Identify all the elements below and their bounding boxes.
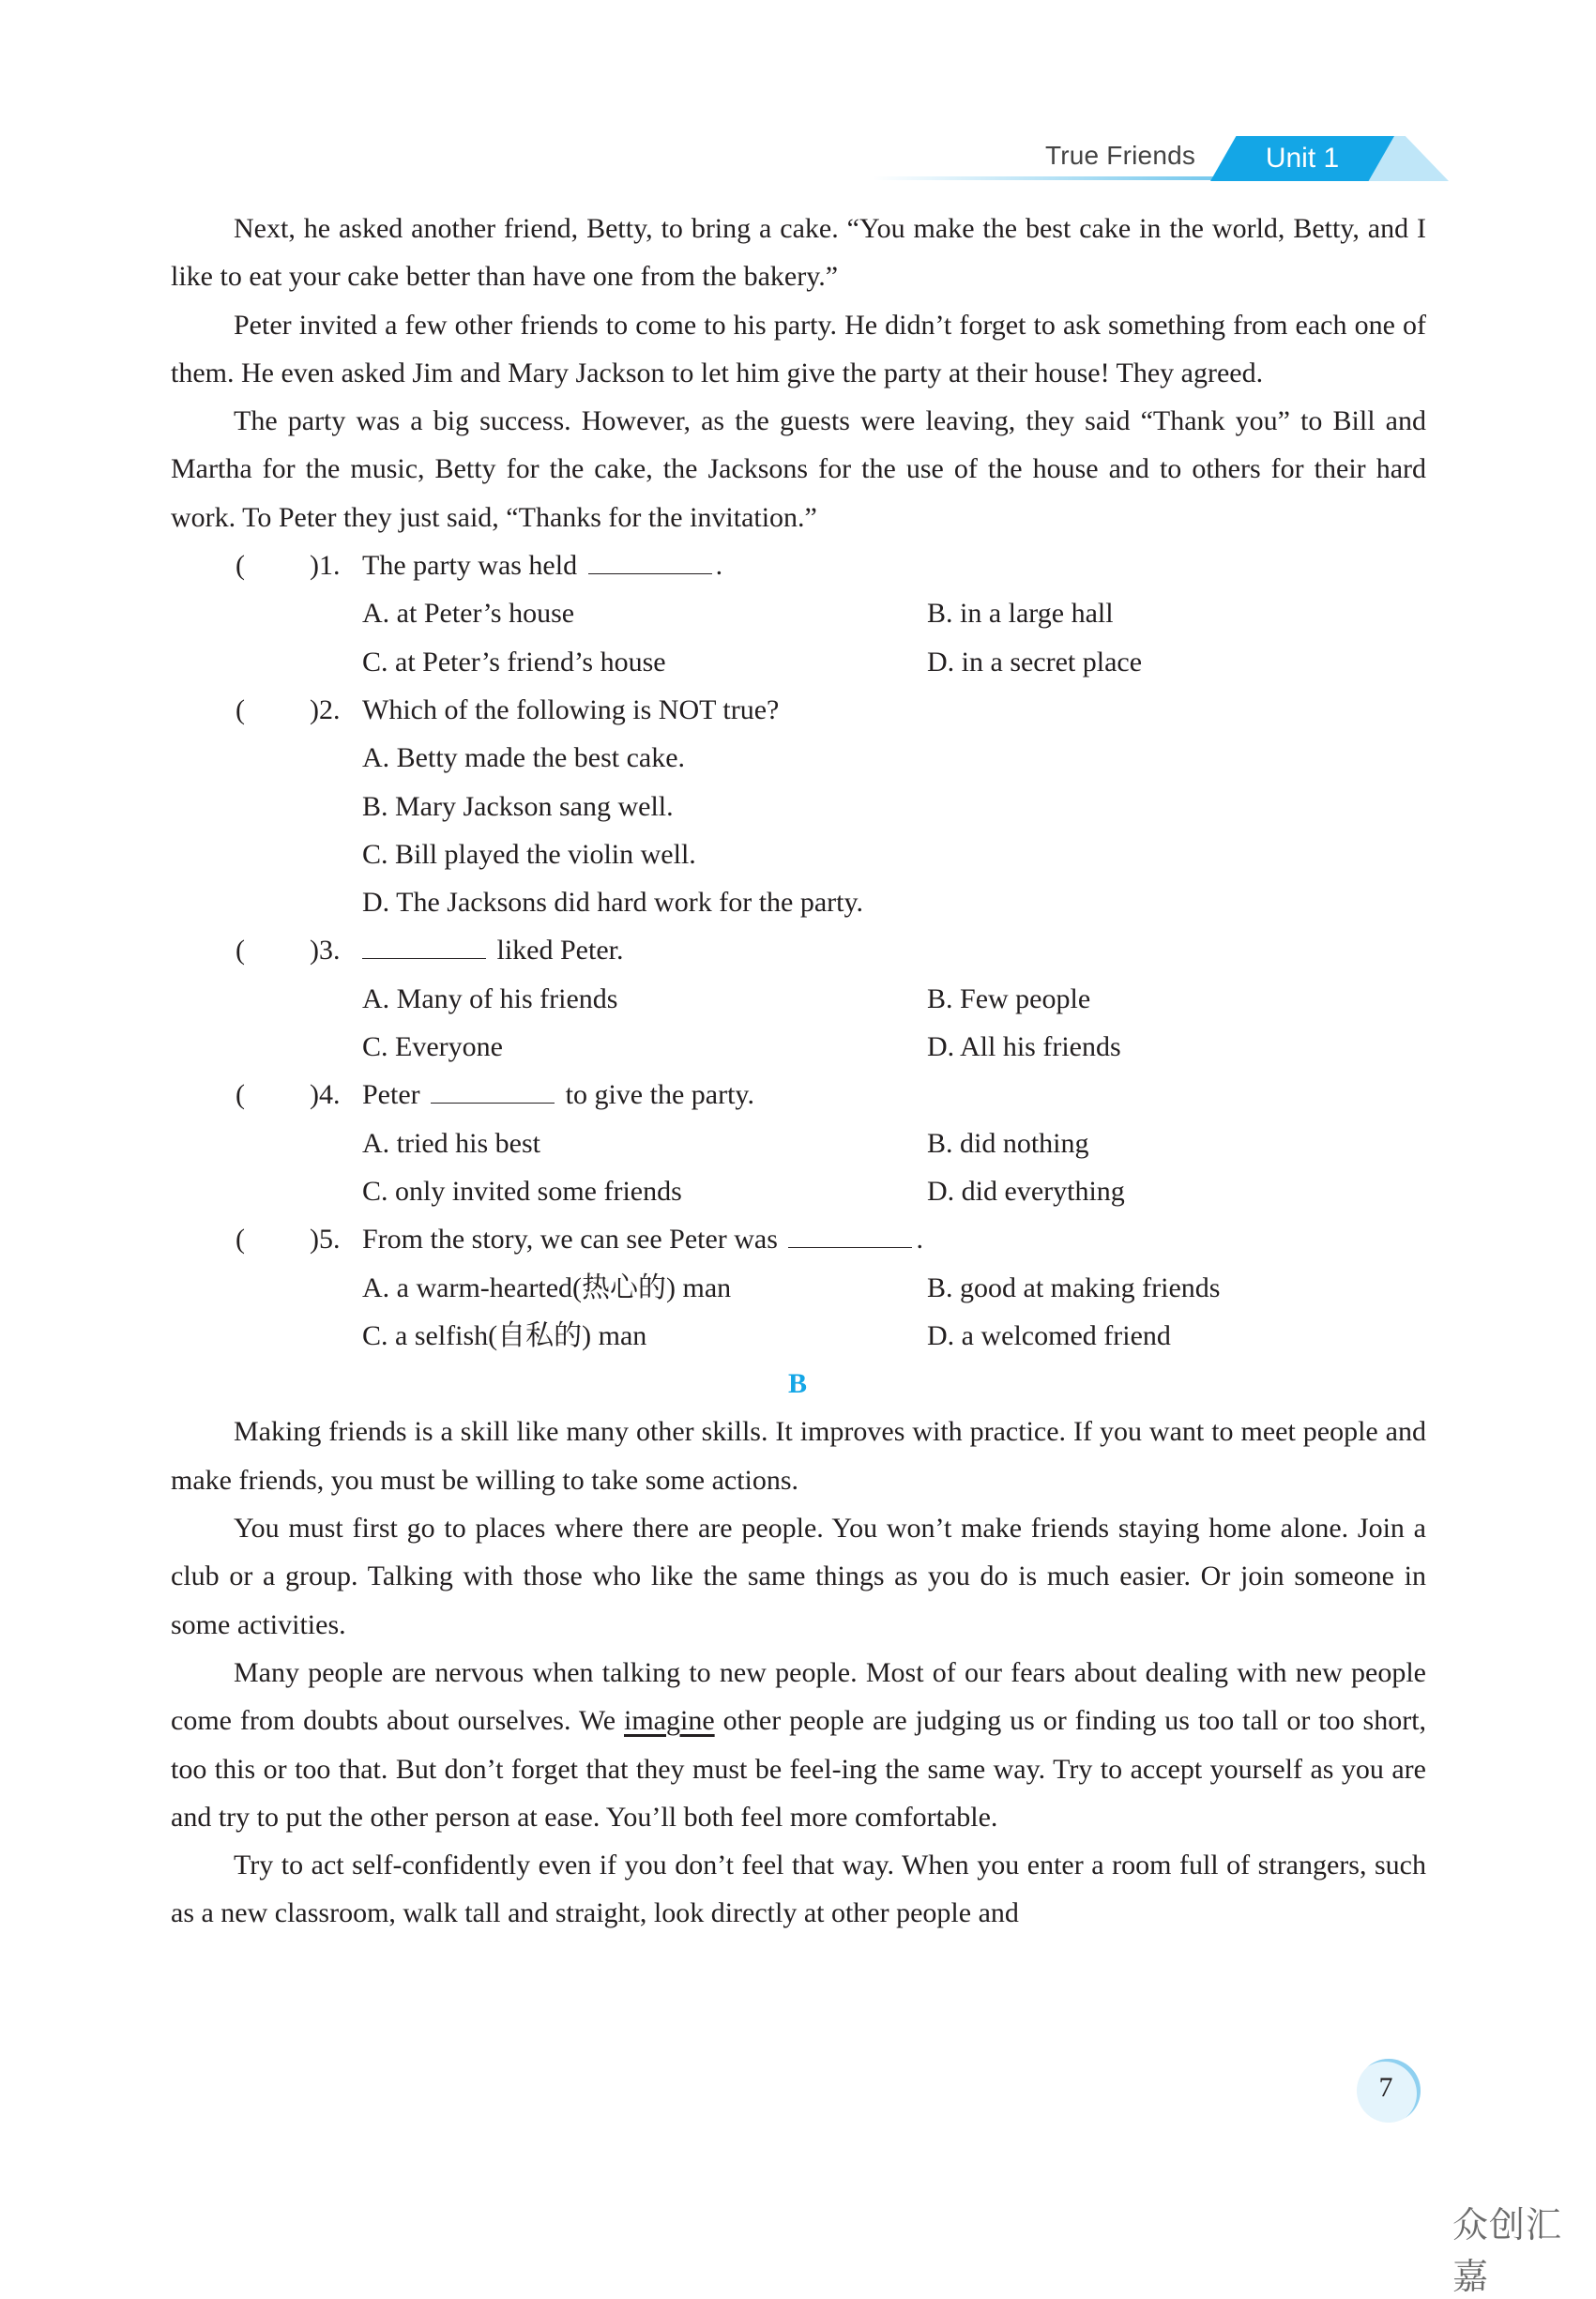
- option-row: [171, 638, 1426, 686]
- question-text: Which of the following is NOT true?: [362, 693, 780, 725]
- answer-blank: [788, 1246, 912, 1248]
- header-unit-label: Unit 1: [1265, 143, 1340, 174]
- option-row: [171, 975, 1426, 1023]
- option-b: B. Mary Jackson sang well.: [362, 790, 674, 822]
- option-row: [171, 783, 1426, 830]
- option-d: D. in a secret place: [927, 646, 1143, 678]
- option-a: A. Betty made the best cake.: [362, 742, 686, 774]
- option-a: A. Many of his friends: [362, 982, 618, 1014]
- paragraph: You must first go to places where there are people. You won’t make friends staying home alone. Join a club or a group. Talking with those who like the same things as you do is much easier. Or join someone in some activities.: [171, 1513, 1426, 1640]
- paragraph: Making friends is a skill like many other skills. It improves with practice. If you want to meet people and make friends, you must be willing to take some actions.: [171, 1416, 1426, 1496]
- paragraph: Next, he asked another friend, Betty, to bring a cake. “You make the best cake in the world, Betty, and I like to eat your cake better than have one from the bakery.”: [171, 213, 1426, 293]
- question-number: )2.: [310, 693, 341, 725]
- answer-blank: [588, 572, 712, 574]
- question-number: )4.: [310, 1079, 341, 1111]
- question-5: [171, 1215, 1426, 1263]
- option-b: B. did nothing: [927, 1127, 1089, 1159]
- option-d: D. The Jacksons did hard work for the party.: [362, 887, 864, 919]
- option-row: [171, 589, 1426, 637]
- option-b: B. good at making friends: [927, 1271, 1221, 1303]
- header-section-title: True Friends: [1045, 141, 1196, 170]
- option-d: D. All his friends: [927, 1031, 1121, 1063]
- answer-paren: (: [236, 1224, 245, 1256]
- paragraph: The party was a big success. However, as the guests were leaving, they said “Thank you” to Bill and Martha for the music, Betty for the cake, the Jacksons for the use of the house and to others for their hard work. To Peter they just said, “Thanks for the invitation.”: [171, 405, 1426, 533]
- question-number: )5.: [310, 1224, 341, 1256]
- question-number: )3.: [310, 935, 341, 967]
- option-a: A. a warm-hearted(热心的) man: [362, 1271, 732, 1303]
- option-row: [171, 734, 1426, 782]
- question-1: [171, 541, 1426, 589]
- question-4: [171, 1071, 1426, 1119]
- option-row: [171, 1119, 1426, 1167]
- question-text: From the story, we can see Peter was .: [362, 1224, 923, 1256]
- page-content: [171, 205, 1426, 1938]
- option-c: C. a selfish(自私的) man: [362, 1319, 647, 1351]
- answer-paren: (: [236, 1079, 245, 1111]
- option-row: [171, 878, 1426, 926]
- answer-blank: [362, 957, 486, 959]
- option-d: D. a welcomed friend: [927, 1319, 1171, 1351]
- option-c: C. Everyone: [362, 1031, 503, 1063]
- option-d: D. did everything: [927, 1175, 1125, 1207]
- watermark: 众创汇嘉: [1452, 2204, 1563, 2297]
- option-b: B. in a large hall: [927, 598, 1114, 630]
- paragraph: Many people are nervous when talking to new people. Most of our fears about dealing with new people come from doubts about ourselves. We imagine other people are judging us or finding us too tall or too short, too this or too that. But don’t forget that they must be feel-ing the same way. Try to accept yourself as you are and try to put the other person at ease. You’ll both feel more comfortable.: [171, 1656, 1427, 1833]
- option-a: A. at Peter’s house: [362, 598, 575, 630]
- option-b: B. Few people: [927, 982, 1091, 1014]
- option-row: [171, 1312, 1426, 1360]
- answer-blank: [431, 1102, 555, 1104]
- option-c: C. Bill played the violin well.: [362, 838, 696, 870]
- answer-paren: (: [236, 935, 245, 967]
- answer-paren: (: [236, 550, 245, 582]
- option-row: [171, 1264, 1426, 1312]
- page-number: 7: [1378, 2072, 1393, 2103]
- option-a: A. tried his best: [362, 1127, 540, 1159]
- answer-paren: (: [236, 693, 245, 725]
- underlined-word: imagine: [624, 1705, 715, 1737]
- question-2: [171, 686, 1426, 734]
- question-number: )1.: [310, 550, 341, 582]
- question-text: Peter to give the party.: [362, 1079, 754, 1111]
- paragraph: Peter invited a few other friends to come to his party. He didn’t forget to ask something from each one of them. He even asked Jim and Mary Jackson to let him give the party at their house! They agreed.: [171, 309, 1426, 388]
- question-text: The party was held .: [362, 550, 723, 582]
- option-c: C. at Peter’s friend’s house: [362, 646, 666, 678]
- section-heading: B: [787, 1368, 807, 1400]
- option-row: [171, 1167, 1426, 1215]
- option-c: C. only invited some friends: [362, 1175, 682, 1207]
- option-row: [171, 830, 1426, 878]
- question-3: [171, 926, 1426, 974]
- question-text: liked Peter.: [362, 926, 623, 974]
- paragraph: Try to act self-confidently even if you don’t feel that way. When you enter a room full of strangers, such as a new classroom, walk tall and straight, look directly at other people and: [171, 1850, 1426, 1929]
- option-row: [171, 1023, 1426, 1071]
